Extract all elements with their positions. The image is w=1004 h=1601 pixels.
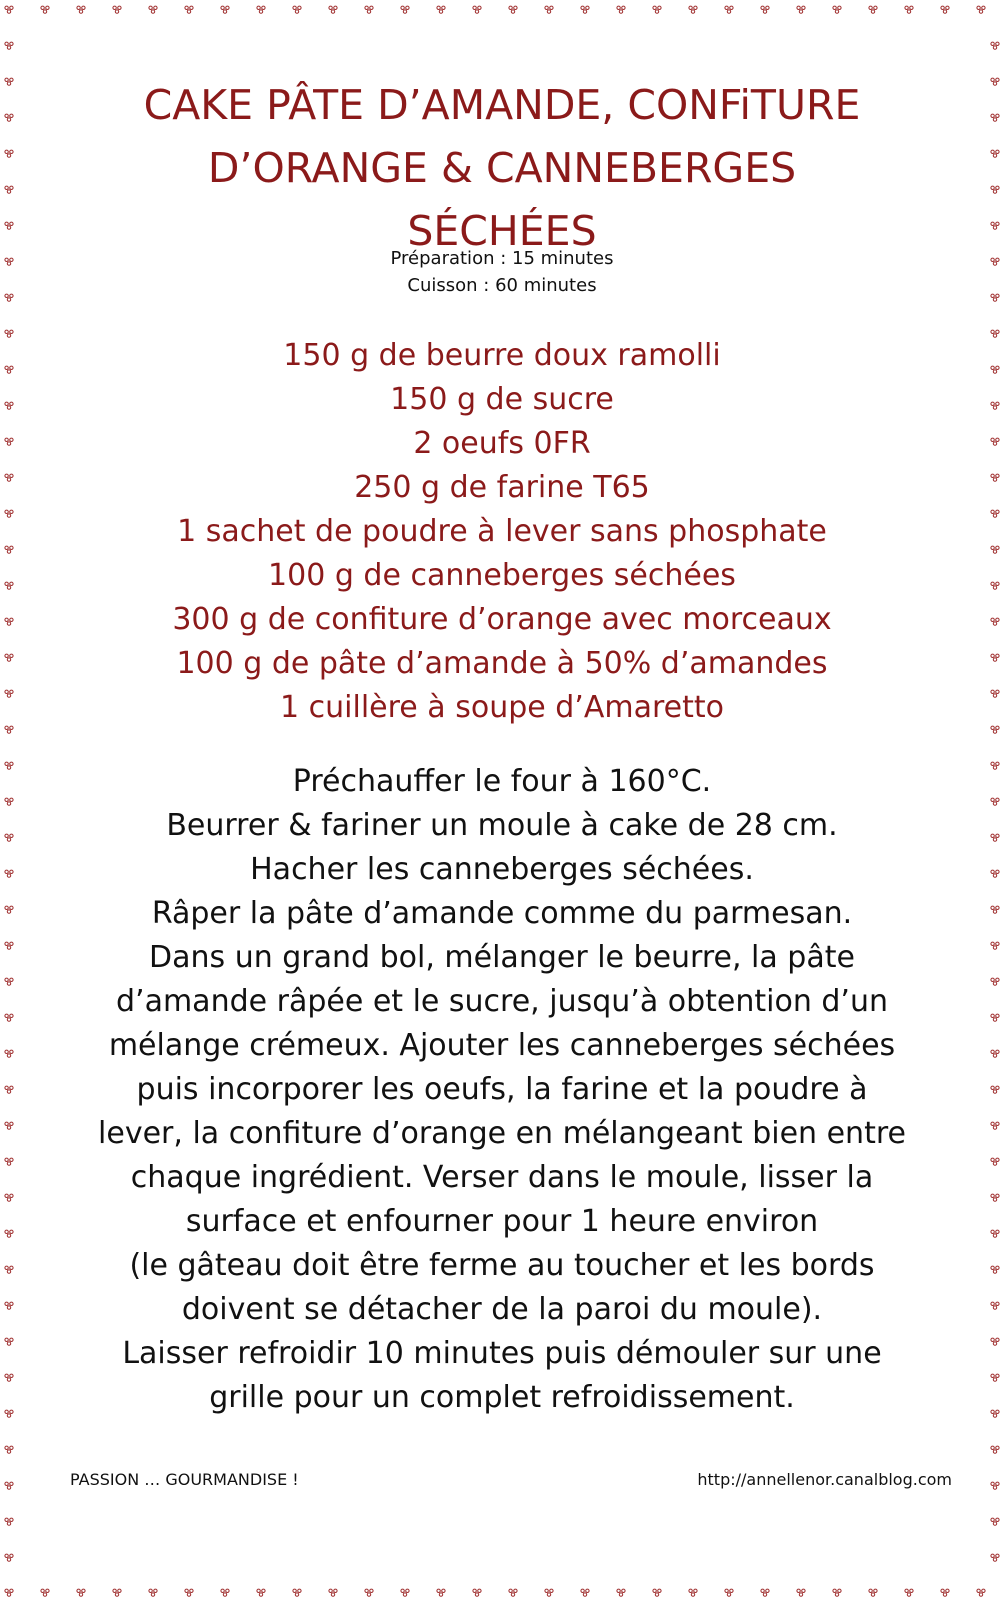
border-dot-motif bbox=[5, 1014, 13, 1021]
border-dot-motif bbox=[5, 366, 13, 373]
instruction-line: lever, la confiture d’orange en mélangeant bien entre bbox=[98, 1116, 906, 1151]
border-dot-motif bbox=[5, 258, 13, 265]
border-dot-motif bbox=[5, 906, 13, 913]
footer-blog-url: http://annellenor.canalblog.com bbox=[697, 1470, 952, 1489]
border-dot-motif bbox=[977, 1589, 985, 1596]
border-dot-motif bbox=[991, 510, 999, 517]
recipe-title-line: CAKE PÂTE D’AMANDE, CONFiTURE bbox=[143, 81, 861, 129]
border-dot-motif bbox=[5, 1086, 13, 1093]
ingredient-list bbox=[22, 334, 982, 730]
border-dot-motif bbox=[545, 6, 553, 13]
instruction-line: Dans un grand bol, mélanger le beurre, la pâte bbox=[149, 940, 855, 975]
border-dot-motif bbox=[5, 1374, 13, 1381]
border-dot-motif bbox=[5, 942, 13, 949]
border-dot-motif bbox=[5, 438, 13, 445]
border-dot-motif bbox=[5, 1266, 13, 1273]
border-dot-motif bbox=[5, 402, 13, 409]
border-dot-motif bbox=[991, 258, 999, 265]
instruction-line: (le gâteau doit être ferme au toucher et les bords bbox=[129, 1248, 875, 1283]
ingredient-item: 100 g de pâte d’amande à 50% d’amandes bbox=[176, 646, 828, 681]
border-dot-motif bbox=[5, 474, 13, 481]
border-dot-motif bbox=[991, 330, 999, 337]
border-dot-motif bbox=[991, 762, 999, 769]
border-dot-motif bbox=[991, 942, 999, 949]
border-dot-motif bbox=[5, 1518, 13, 1525]
cooking-time: Cuisson : 60 minutes bbox=[407, 275, 597, 296]
border-dot-motif bbox=[185, 1589, 193, 1596]
instruction-line: surface et enfourner pour 1 heure environ bbox=[185, 1204, 819, 1239]
border-dot-motif bbox=[5, 870, 13, 877]
ingredient-item: 150 g de sucre bbox=[390, 382, 614, 417]
ingredient-item: 1 cuillère à soupe d’Amaretto bbox=[280, 690, 724, 725]
border-dot-motif bbox=[991, 1374, 999, 1381]
border-dot-motif bbox=[653, 6, 661, 13]
border-dot-motif bbox=[991, 1050, 999, 1057]
border-dot-motif bbox=[293, 1589, 301, 1596]
instruction-line: chaque ingrédient. Verser dans le moule, lisser la bbox=[130, 1160, 874, 1195]
instruction-line: d’amande râpée et le sucre, jusqu’à obtention d’un bbox=[116, 984, 888, 1019]
instruction-line: mélange crémeux. Ajouter les canneberges séchées bbox=[108, 1028, 896, 1063]
border-dot-motif bbox=[977, 6, 985, 13]
border-dot-motif bbox=[113, 1589, 121, 1596]
ingredient-item: 1 sachet de poudre à lever sans phosphate bbox=[177, 514, 827, 549]
border-dot-motif bbox=[991, 870, 999, 877]
border-dot-motif bbox=[905, 6, 913, 13]
border-dot-motif bbox=[5, 186, 13, 193]
instruction-line: Laisser refroidir 10 minutes puis démouler sur une bbox=[122, 1336, 882, 1371]
border-dot-motif bbox=[5, 1230, 13, 1237]
border-dot-motif bbox=[725, 6, 733, 13]
border-dot-motif bbox=[941, 6, 949, 13]
recipe-title bbox=[22, 74, 982, 263]
border-dot-motif bbox=[941, 1589, 949, 1596]
border-dot-motif bbox=[257, 1589, 265, 1596]
border-dot-motif bbox=[5, 1410, 13, 1417]
border-dot-motif bbox=[221, 6, 229, 13]
border-dot-motif bbox=[185, 6, 193, 13]
border-dot-motif bbox=[401, 1589, 409, 1596]
ingredient-item: 100 g de canneberges séchées bbox=[268, 558, 736, 593]
border-dot-motif bbox=[77, 1589, 85, 1596]
border-dot-motif bbox=[5, 294, 13, 301]
border-dot-motif bbox=[689, 1589, 697, 1596]
border-dot-motif bbox=[761, 1589, 769, 1596]
border-dot-motif bbox=[991, 1518, 999, 1525]
ingredient-item: 150 g de beurre doux ramolli bbox=[283, 338, 721, 373]
border-dot-motif bbox=[5, 618, 13, 625]
border-dot-motif bbox=[473, 1589, 481, 1596]
instruction-line: grille pour un complet refroidissement. bbox=[209, 1380, 795, 1415]
border-dot-motif bbox=[5, 510, 13, 517]
border-dot-motif bbox=[5, 834, 13, 841]
border-dot-motif bbox=[869, 1589, 877, 1596]
border-dot-motif bbox=[5, 726, 13, 733]
recipe-card bbox=[22, 22, 982, 1579]
instruction-line: Beurrer & fariner un moule à cake de 28 cm. bbox=[166, 808, 838, 843]
border-dot-motif bbox=[991, 438, 999, 445]
border-dot-motif bbox=[991, 1410, 999, 1417]
ingredient-item: 300 g de confiture d’orange avec morceaux bbox=[172, 602, 832, 637]
border-dot-motif bbox=[991, 1446, 999, 1453]
border-dot-motif bbox=[617, 6, 625, 13]
border-dot-motif bbox=[5, 330, 13, 337]
border-dot-motif bbox=[991, 222, 999, 229]
border-dot-motif bbox=[833, 6, 841, 13]
border-dot-motif bbox=[991, 978, 999, 985]
border-dot-motif bbox=[257, 6, 265, 13]
border-dot-motif bbox=[5, 114, 13, 121]
border-dot-motif bbox=[869, 6, 877, 13]
border-dot-motif bbox=[41, 1589, 49, 1596]
border-dot-motif bbox=[991, 618, 999, 625]
border-dot-motif bbox=[437, 6, 445, 13]
border-dot-motif bbox=[509, 1589, 517, 1596]
border-dot-motif bbox=[991, 798, 999, 805]
border-dot-motif bbox=[991, 1158, 999, 1165]
border-dot-motif bbox=[991, 834, 999, 841]
border-dot-motif bbox=[329, 1589, 337, 1596]
border-dot-motif bbox=[5, 1122, 13, 1129]
border-dot-motif bbox=[653, 1589, 661, 1596]
border-dot-motif bbox=[991, 1302, 999, 1309]
border-dot-motif bbox=[725, 1589, 733, 1596]
border-dot-motif bbox=[991, 42, 999, 49]
border-dot-motif bbox=[545, 1589, 553, 1596]
border-dot-motif bbox=[5, 1050, 13, 1057]
border-dot-motif bbox=[5, 1589, 13, 1596]
border-dot-motif bbox=[365, 1589, 373, 1596]
border-dot-motif bbox=[617, 1589, 625, 1596]
border-dot-motif bbox=[5, 150, 13, 157]
footer-tagline: PASSION … GOURMANDISE ! bbox=[70, 1470, 299, 1489]
ingredient-item: 2 oeufs 0FR bbox=[413, 426, 591, 461]
instruction-line: Râper la pâte d’amande comme du parmesan. bbox=[151, 896, 853, 931]
border-dot-motif bbox=[991, 654, 999, 661]
border-dot-motif bbox=[991, 78, 999, 85]
preparation-time: Préparation : 15 minutes bbox=[390, 248, 614, 269]
border-dot-motif bbox=[365, 6, 373, 13]
recipe-instructions bbox=[22, 760, 982, 1420]
instruction-line: Préchauffer le four à 160°C. bbox=[292, 764, 712, 799]
border-dot-motif bbox=[991, 186, 999, 193]
border-dot-motif bbox=[5, 222, 13, 229]
border-dot-motif bbox=[5, 1158, 13, 1165]
border-dot-motif bbox=[149, 1589, 157, 1596]
border-dot-motif bbox=[991, 1194, 999, 1201]
border-dot-motif bbox=[991, 1086, 999, 1093]
border-dot-motif bbox=[991, 1338, 999, 1345]
border-dot-motif bbox=[5, 1482, 13, 1489]
border-dot-motif bbox=[991, 150, 999, 157]
border-dot-motif bbox=[991, 1266, 999, 1273]
instruction-line: puis incorporer les oeufs, la farine et la poudre à bbox=[136, 1072, 868, 1107]
border-dot-motif bbox=[5, 654, 13, 661]
border-dot-motif bbox=[5, 582, 13, 589]
border-dot-motif bbox=[991, 690, 999, 697]
border-dot-motif bbox=[221, 1589, 229, 1596]
border-dot-motif bbox=[5, 78, 13, 85]
border-dot-motif bbox=[437, 1589, 445, 1596]
border-dot-motif bbox=[991, 582, 999, 589]
border-dot-motif bbox=[797, 1589, 805, 1596]
border-dot-motif bbox=[473, 6, 481, 13]
border-dot-motif bbox=[5, 1554, 13, 1561]
border-dot-motif bbox=[5, 1194, 13, 1201]
border-dot-motif bbox=[991, 402, 999, 409]
border-dot-motif bbox=[77, 6, 85, 13]
border-dot-motif bbox=[991, 1482, 999, 1489]
recipe-title-line: D’ORANGE & CANNEBERGES bbox=[207, 144, 797, 192]
border-dot-motif bbox=[5, 6, 13, 13]
border-dot-motif bbox=[5, 42, 13, 49]
border-dot-motif bbox=[689, 6, 697, 13]
border-dot-motif bbox=[509, 6, 517, 13]
border-dot-motif bbox=[797, 6, 805, 13]
border-dot-motif bbox=[401, 6, 409, 13]
border-dot-motif bbox=[581, 6, 589, 13]
border-dot-motif bbox=[991, 114, 999, 121]
border-dot-motif bbox=[991, 1230, 999, 1237]
border-dot-motif bbox=[5, 690, 13, 697]
timing-info bbox=[22, 245, 982, 299]
border-dot-motif bbox=[991, 1554, 999, 1561]
instruction-line: doivent se détacher de la paroi du moule). bbox=[181, 1292, 823, 1327]
border-dot-motif bbox=[149, 6, 157, 13]
border-dot-motif bbox=[5, 546, 13, 553]
border-dot-motif bbox=[5, 762, 13, 769]
border-dot-motif bbox=[293, 6, 301, 13]
border-dot-motif bbox=[113, 6, 121, 13]
border-dot-motif bbox=[5, 1446, 13, 1453]
border-dot-motif bbox=[329, 6, 337, 13]
border-dot-motif bbox=[5, 798, 13, 805]
border-dot-motif bbox=[5, 1302, 13, 1309]
border-dot-motif bbox=[581, 1589, 589, 1596]
border-dot-motif bbox=[991, 294, 999, 301]
border-dot-motif bbox=[991, 546, 999, 553]
border-dot-motif bbox=[905, 1589, 913, 1596]
border-dot-motif bbox=[991, 726, 999, 733]
border-dot-motif bbox=[833, 1589, 841, 1596]
border-dot-motif bbox=[5, 1338, 13, 1345]
border-dot-motif bbox=[991, 1014, 999, 1021]
border-dot-motif bbox=[991, 906, 999, 913]
border-dot-motif bbox=[991, 474, 999, 481]
recipe-title-line: SÉCHÉES bbox=[407, 207, 597, 255]
ingredient-item: 250 g de farine T65 bbox=[354, 470, 650, 505]
instruction-line: Hacher les canneberges séchées. bbox=[250, 852, 754, 887]
border-dot-motif bbox=[991, 1122, 999, 1129]
border-dot-motif bbox=[761, 6, 769, 13]
border-dot-motif bbox=[41, 6, 49, 13]
border-dot-motif bbox=[991, 366, 999, 373]
border-dot-motif bbox=[5, 978, 13, 985]
